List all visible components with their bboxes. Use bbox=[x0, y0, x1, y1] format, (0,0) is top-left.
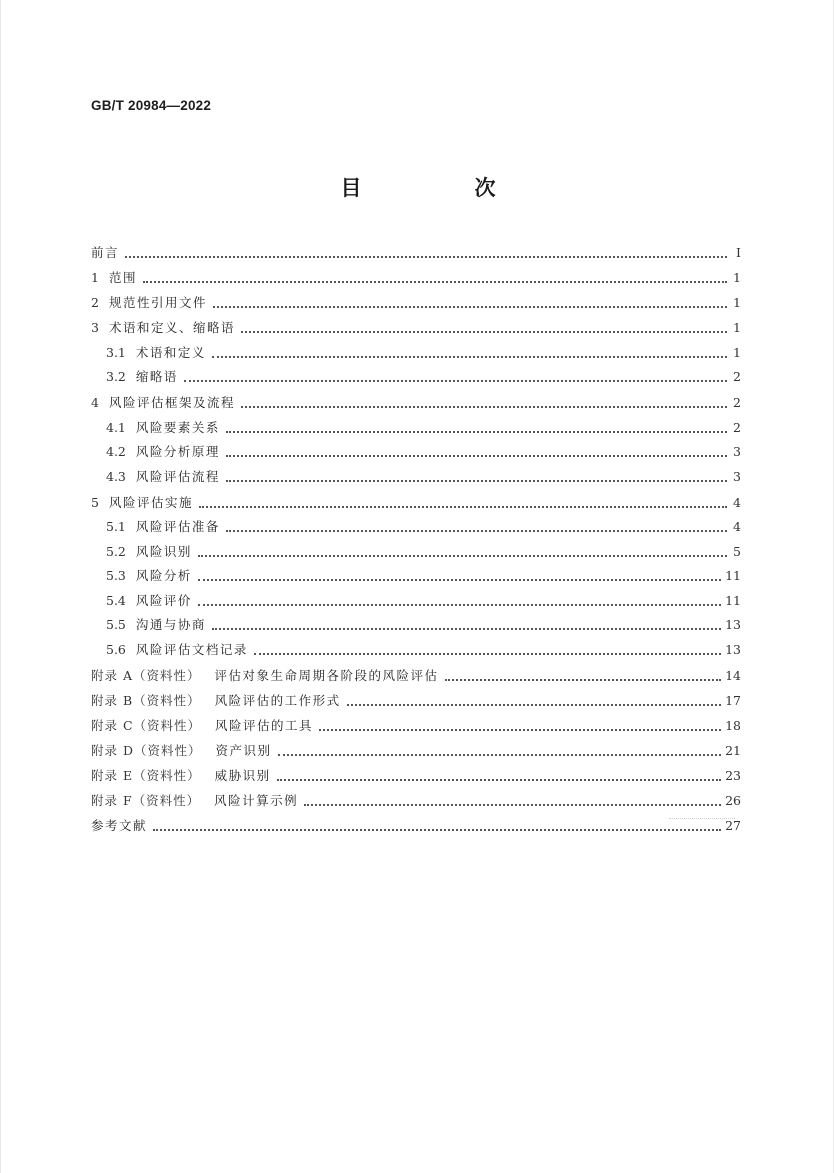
dot-leader bbox=[304, 804, 721, 806]
toc-entry-title: 风险评估流程 bbox=[135, 468, 220, 484]
dot-leader bbox=[226, 431, 727, 433]
toc-entry-page: 27 bbox=[725, 817, 741, 833]
toc-entry-page: 1 bbox=[733, 270, 741, 285]
toc-entry[interactable] bbox=[91, 336, 741, 361]
dot-leader bbox=[153, 829, 721, 831]
toc-entry-page: 13 bbox=[725, 641, 741, 657]
toc-entry-page: 1 bbox=[733, 320, 741, 335]
dot-leader bbox=[254, 653, 721, 655]
toc-entry-number: 3.2 bbox=[106, 369, 126, 384]
toc-entry-page: 2 bbox=[733, 419, 741, 435]
toc-entry-number: 3.1 bbox=[106, 344, 126, 360]
toc-entry-title: 风险分析 bbox=[135, 568, 192, 583]
dot-leader bbox=[226, 455, 727, 457]
toc-entry-title: 风险评价 bbox=[135, 592, 192, 608]
toc-entry[interactable] bbox=[91, 734, 741, 759]
toc-entry-number: 附录 A（资料性） bbox=[91, 667, 201, 683]
toc-entry-number: 4 bbox=[91, 395, 99, 410]
toc-entry-number: 附录 E（资料性） bbox=[91, 767, 201, 783]
toc-entry-title: 范围 bbox=[108, 270, 137, 285]
toc-entry-page: 11 bbox=[725, 592, 741, 608]
toc-entry-number: 5.5 bbox=[106, 617, 126, 632]
toc-entry-title: 风险评估准备 bbox=[135, 519, 220, 534]
toc-entry-title: 风险评估实施 bbox=[108, 494, 193, 510]
toc-entry-page: 17 bbox=[725, 692, 741, 708]
toc-entry-page: 4 bbox=[733, 494, 741, 510]
toc-entry[interactable] bbox=[91, 684, 741, 709]
toc-entry-number: 4.2 bbox=[106, 444, 126, 459]
toc-entry-number: 附录 B（资料性） bbox=[91, 692, 201, 708]
toc-entry-title: 风险计算示例 bbox=[214, 792, 299, 808]
dot-leader bbox=[347, 704, 721, 706]
toc-entry[interactable] bbox=[91, 361, 741, 386]
toc-entry-number: 4.1 bbox=[106, 419, 126, 435]
toc-entry-number: 1 bbox=[91, 270, 99, 285]
dot-leader bbox=[445, 679, 722, 681]
toc-entry-number: 5.4 bbox=[106, 592, 126, 608]
toc-entry[interactable] bbox=[91, 261, 741, 286]
dot-leader bbox=[212, 356, 727, 358]
dot-leader bbox=[241, 406, 727, 408]
toc-entry-page: 18 bbox=[725, 717, 741, 733]
toc-entry-number: 2 bbox=[91, 295, 99, 310]
toc-entry[interactable] bbox=[91, 560, 741, 585]
toc-entry-page: 11 bbox=[725, 568, 741, 583]
toc-entry-title: 术语和定义、缩略语 bbox=[108, 320, 235, 335]
dot-leader bbox=[278, 754, 722, 756]
toc-entry-page: 5 bbox=[733, 543, 741, 559]
toc-entry[interactable] bbox=[91, 485, 741, 511]
toc-entry-number: 附录 D（资料性） bbox=[91, 742, 202, 758]
toc-entry-page: 4 bbox=[733, 519, 741, 534]
dot-leader bbox=[198, 579, 721, 581]
toc-entry-title: 风险识别 bbox=[135, 543, 192, 559]
toc-entry[interactable] bbox=[91, 809, 741, 834]
toc-entry-title: 评估对象生命周期各阶段的风险评估 bbox=[214, 667, 439, 683]
toc-entry-title: 沟通与协商 bbox=[135, 617, 206, 632]
toc-entry[interactable] bbox=[91, 311, 741, 336]
toc-entry[interactable] bbox=[91, 411, 741, 436]
toc-entry-title: 威胁识别 bbox=[214, 767, 271, 783]
dot-leader bbox=[241, 331, 727, 333]
dot-leader bbox=[213, 306, 727, 308]
toc-entry-title: 风险评估的工作形式 bbox=[214, 692, 341, 708]
toc-entry-title: 风险要素关系 bbox=[135, 419, 220, 435]
toc-entry-page: 2 bbox=[733, 395, 741, 410]
dot-leader bbox=[226, 530, 727, 532]
toc-entry-page: 3 bbox=[733, 468, 741, 484]
dot-leader bbox=[226, 480, 727, 482]
toc-entry-page: 14 bbox=[725, 667, 741, 683]
toc-entry[interactable] bbox=[91, 460, 741, 485]
toc-entry-title: 风险评估文档记录 bbox=[135, 641, 248, 657]
toc-entry[interactable] bbox=[91, 709, 741, 734]
toc-entry-page: 1 bbox=[733, 344, 741, 360]
toc-entry-page: 13 bbox=[725, 617, 741, 632]
toc-entry-number: 4.3 bbox=[106, 468, 126, 484]
table-of-contents bbox=[91, 236, 741, 834]
toc-entry-title: 规范性引用文件 bbox=[108, 295, 207, 310]
toc-entry-title: 风险评估框架及流程 bbox=[108, 395, 235, 410]
dot-leader bbox=[143, 281, 727, 283]
toc-entry[interactable] bbox=[91, 784, 741, 809]
toc-entry-number: 5.2 bbox=[106, 543, 126, 559]
toc-entry-title: 参考文献 bbox=[91, 817, 148, 833]
dot-leader bbox=[319, 729, 721, 731]
toc-entry[interactable] bbox=[91, 436, 741, 461]
dot-leader bbox=[198, 604, 721, 606]
toc-entry[interactable] bbox=[91, 385, 741, 411]
toc-entry[interactable] bbox=[91, 511, 741, 536]
toc-entry-page: 2 bbox=[733, 369, 741, 384]
toc-entry[interactable] bbox=[91, 584, 741, 609]
toc-entry-page: Ⅰ bbox=[736, 245, 741, 260]
dot-leader bbox=[199, 506, 727, 508]
toc-entry-number: 5.6 bbox=[106, 641, 126, 657]
dot-leader bbox=[277, 779, 721, 781]
toc-entry[interactable] bbox=[91, 759, 741, 784]
toc-entry-title: 风险分析原理 bbox=[135, 444, 220, 459]
toc-entry-number: 附录 C（资料性） bbox=[91, 717, 202, 733]
toc-entry-page: 1 bbox=[733, 295, 741, 310]
dot-leader bbox=[198, 555, 727, 557]
toc-entry[interactable] bbox=[91, 236, 741, 261]
toc-entry-page: 23 bbox=[725, 767, 741, 783]
toc-entry-page: 21 bbox=[725, 742, 741, 758]
toc-entry-number: 5.3 bbox=[106, 568, 126, 583]
toc-entry-title: 风险评估的工具 bbox=[215, 717, 314, 733]
toc-entry-number: 3 bbox=[91, 320, 99, 335]
dot-leader bbox=[212, 628, 721, 630]
toc-entry[interactable] bbox=[91, 609, 741, 634]
toc-entry-number: 5 bbox=[91, 494, 99, 510]
toc-entry-page: 3 bbox=[733, 444, 741, 459]
toc-entry[interactable] bbox=[91, 633, 741, 658]
toc-entry[interactable] bbox=[91, 286, 741, 311]
standard-code: GB/T 20984—2022 bbox=[91, 98, 212, 113]
toc-title: 目 次 bbox=[340, 176, 542, 200]
dot-leader bbox=[125, 256, 727, 258]
toc-entry[interactable] bbox=[91, 535, 741, 560]
toc-entry-page: 26 bbox=[725, 792, 741, 808]
toc-entry-title: 术语和定义 bbox=[135, 344, 206, 360]
toc-entry[interactable] bbox=[91, 658, 741, 684]
toc-entry-number: 附录 F（资料性） bbox=[91, 792, 201, 808]
toc-entry-title: 资产识别 bbox=[215, 742, 272, 758]
toc-entry-title: 缩略语 bbox=[135, 369, 178, 384]
toc-entry-title: 前言 bbox=[91, 245, 120, 260]
dot-leader bbox=[184, 380, 727, 382]
scan-artifact bbox=[669, 818, 735, 822]
toc-entry-number: 5.1 bbox=[106, 519, 126, 534]
